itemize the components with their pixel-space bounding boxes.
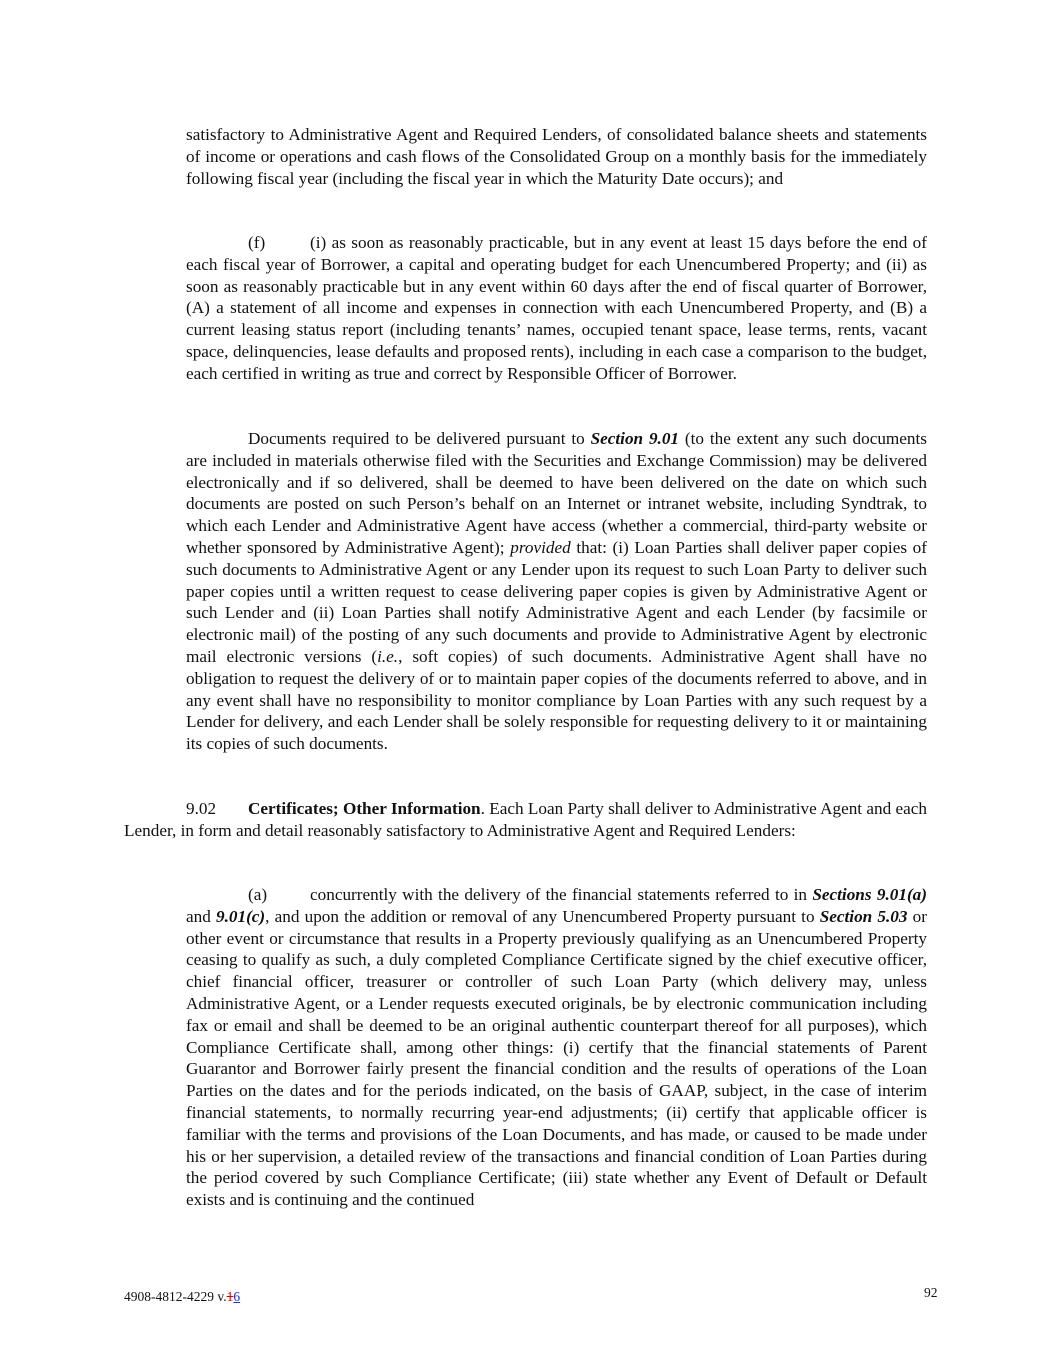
paragraph-a: (a) concurrently with the delivery of the financial statements referred to in Sections 9.01(a) and 9.01(c), and upon the addition or removal of any Unencumbered Property pursuant to Section 5.03 or other event or circumstance that results in a Property previously qualifying as an Unencumbered Property ceasing to qualify as such, a duly completed Compliance Certificate signed by the chief executive officer, chief financial officer, treasurer or controller of such Loan Party (which delivery may, unless Administrative Agent, or a Lender requests executed originals, be by electronic communication including fax or email and shall be deemed to be an original authentic counterpart thereof for all purposes), which Compliance Certificate shall, among other things: (i) certify that the financial statements of Parent Guarantor and Borrower fairly present the financial condition and the results of operations of the Loan Parties on the dates and for the periods indicated, on the basis of GAAP, subject, in the case of interim financial statements, to normally recurring year-end adjustments; (ii) certify that applicable officer is familiar with the terms and provisions of the Loan Documents, and has made, or caused to be made under his or her supervision, a detailed review of the transactions and financial condition of Loan Parties during the period covered by such Compliance Certificate; (iii) state whether any Event of Default or Default exists and is continuing and the continued <box>186 885 927 1210</box>
version-deleted: 1 <box>226 1289 234 1304</box>
ie-abbrev: i.e. <box>377 646 399 666</box>
provided-term: provided <box>510 537 571 557</box>
clause-label-a: (a) <box>248 885 268 904</box>
section-ref-5-03: Section 5.03 <box>819 906 908 926</box>
paragraph-f <box>186 232 927 385</box>
version-inserted: 6 <box>233 1289 241 1304</box>
section-number: 9.02 <box>186 799 217 818</box>
paragraph-e-continuation: satisfactory to Administrative Agent and Required Lenders, of consolidated balance sheets and statements of income or operations and cash flows of the Consolidated Group on a monthly basis for the immediately following fiscal year (including the fiscal year in which the Maturity Date occurs); and <box>186 125 927 188</box>
section-ref-9-01c: 9.01(c) <box>216 906 266 926</box>
section-9-02: 9.02 Certificates; Other Information. Each Loan Party shall deliver to Administrative Agent and each Lender, in form and detail reasonably satisfactory to Administrative Agent and Required Lenders: <box>124 799 927 840</box>
clause-label-f: (f) <box>248 233 266 252</box>
section-heading: Certificates; Other Information <box>248 799 481 818</box>
paragraph-f-text: (i) as soon as reasonably practicable, but in any event at least 15 days before the end of each fiscal year of Borrower, a capital and operating budget for each Unencumbered Property; and (ii) as soon as reasonably practicable but in any event within 60 days after the end of fiscal quarter of Borrower, (A) a statement of all income and expenses in connection with each Unencumbered Property, and (B) a current leasing status report (including tenants’ names, occupied tenant space, lease terms, rents, vacant space, delinquencies, lease defaults and proposed rents), including in each case a comparison to the budget, each certified in writing as true and correct by Responsible Officer of Borrower. <box>186 233 927 383</box>
page-number: 92 <box>924 1285 938 1300</box>
section-ref-9-01: Section 9.01 <box>590 429 680 448</box>
paragraph-documents-delivery: Documents required to be delivered pursuant to Section 9.01 (to the extent any such documents are included in materials otherwise filed with the Securities and Exchange Commission) may be delivered electronically and if so delivered, shall be deemed to have been delivered on the date on which such documents are posted on such Person’s behalf on an Internet or intranet website, including Syndtrak, to which each Lender and Administrative Agent have access (whether a commercial, third-party website or whether sponsored by Administrative Agent); provided that: (i) Loan Parties shall deliver paper copies of such documents to Administrative Agent or any Lender upon its request to such Loan Party to deliver such paper copies until a written request to cease delivering paper copies is given by Administrative Agent or such Lender and (ii) Loan Parties shall notify Administrative Agent and each Lender (by facsimile or electronic mail) of the posting of any such documents and provide to Administrative Agent by electronic mail electronic versions (i.e., soft copies) of such documents. Administrative Agent shall have no obligation to request the delivery of or to maintain paper copies of the documents referred to above, and in any event shall have no responsibility to monitor compliance by Loan Parties with any such request by a Lender for delivery, and each Lender shall be solely responsible for requesting delivery to it or maintaining its copies of such documents. <box>186 429 928 754</box>
document-id-footer: 4908-4812-4229 v.16 <box>124 1289 241 1304</box>
section-ref-9-01a: Sections 9.01(a) <box>812 885 927 904</box>
